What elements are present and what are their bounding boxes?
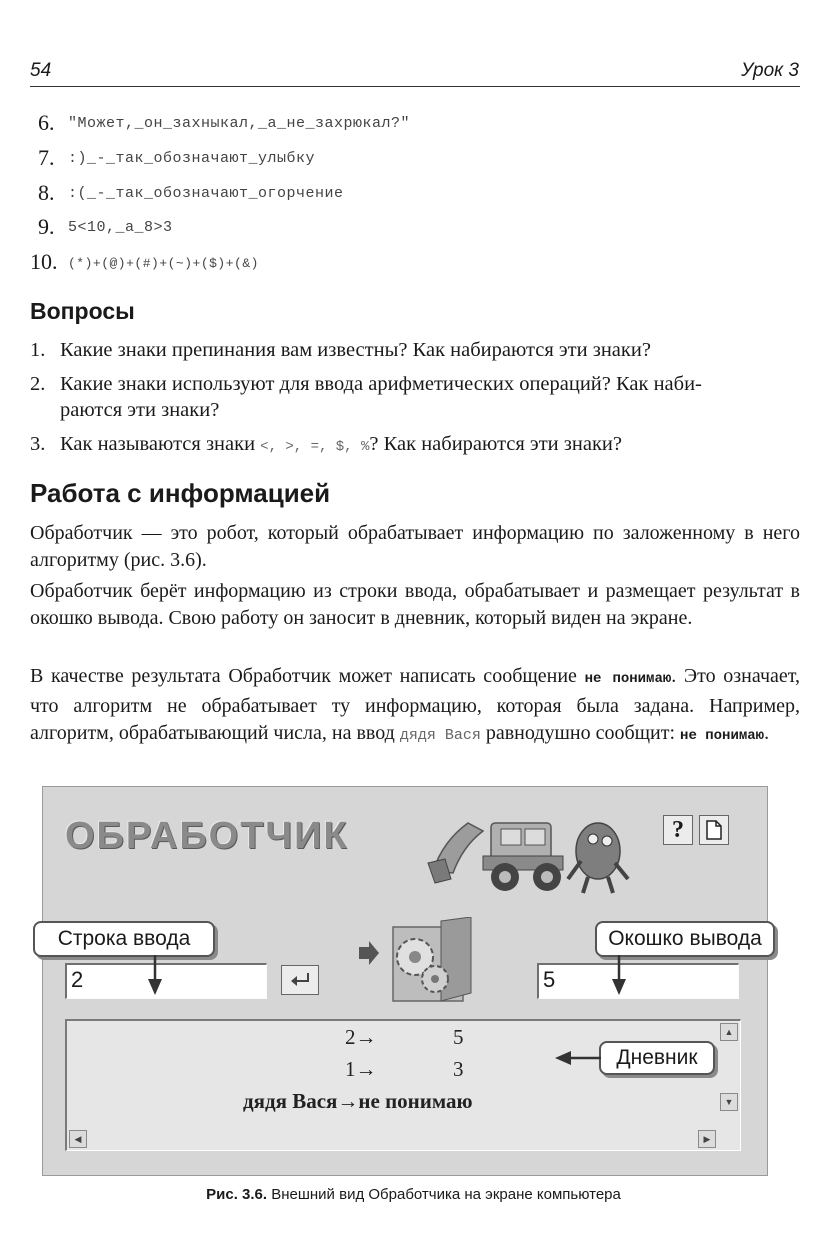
diary-callout: Дневник: [599, 1041, 715, 1075]
diary-last-entry: дядя Вася→не понимаю: [243, 1089, 473, 1113]
help-button[interactable]: ?: [663, 815, 693, 845]
code-inline: дядя Вася: [399, 727, 481, 744]
diary-input: 1→: [345, 1057, 377, 1081]
output-callout: Окошко вывода: [595, 921, 775, 957]
question-text-cont: раются эти знаки?: [60, 399, 220, 421]
scroll-up-button[interactable]: ▲: [720, 1023, 738, 1041]
figure-caption: Рис. 3.6. Внешний вид Обработчика на экране компьютера: [206, 1186, 621, 1203]
exercise-number: 6.: [38, 110, 55, 135]
processor-window: [42, 786, 768, 1176]
diary-pointer-arrow: [555, 1049, 601, 1067]
question-text: Какие знаки препинания вам известны? Как набираются эти знаки?: [60, 339, 651, 361]
exercise-text: "Может,_он_захныкал,_а_не_захрюкал?": [68, 115, 411, 132]
question-number: 3.: [30, 433, 46, 455]
document-icon: [706, 820, 722, 840]
scroll-down-button[interactable]: ▼: [720, 1093, 738, 1111]
new-document-button[interactable]: [699, 815, 729, 845]
diary-log[interactable]: [65, 1019, 741, 1151]
section-heading: Работа с информацией: [30, 478, 331, 508]
enter-icon: [289, 972, 311, 988]
output-pointer-arrow: [611, 955, 627, 997]
scroll-right-button[interactable]: ▶: [698, 1130, 716, 1148]
exercise-number: 7.: [38, 145, 55, 170]
question-text: Как называются знаки <, >, =, $, %? Как набираются эти знаки?: [60, 433, 622, 455]
output-field: 5: [537, 963, 739, 999]
exercise-number: 10.: [30, 249, 58, 274]
question-text: Какие знаки используют для ввода арифметических операций? Как наби-: [60, 373, 702, 395]
exercise-text: :(_-_так_обозначают_огорчение: [68, 185, 344, 202]
question-number: 1.: [30, 339, 46, 361]
page-number: 54: [30, 60, 52, 81]
code-inline: не понимаю: [584, 671, 672, 687]
paragraph: Обработчик берёт информацию из строки ввода, обрабатывает и размещает результат в окошко вывода. Свою работу он заносит в дневник, который виден на экране.: [30, 580, 800, 629]
excavator-robot-illustration: [423, 801, 633, 901]
input-callout: Строка ввода: [33, 921, 215, 957]
exercise-text: (*)+(@)+(#)+(~)+($)+(&): [68, 256, 259, 271]
paragraph: В качестве результата Обработчик может написать сообщение не понимаю. Это означает, что алгоритм не обрабатывает ту информацию, которая была задана. Например, алгоритм, обрабатывающий числа, на ввод дядя Вася равнодушно сообщит: не понимаю.: [30, 665, 800, 744]
exercise-number: 9.: [38, 214, 55, 239]
input-field[interactable]: 2: [65, 963, 267, 999]
diary-output: 5: [453, 1025, 464, 1049]
input-pointer-arrow: [147, 955, 163, 997]
questions-heading: Вопросы: [30, 298, 135, 324]
paragraph: Обработчик — это робот, который обрабатывает информацию по заложенному в него алгоритму (рис. 3.6).: [30, 522, 800, 571]
exercise-number: 8.: [38, 180, 55, 205]
diary-output: 3: [453, 1057, 464, 1081]
chapter-label: Урок 3: [741, 60, 799, 81]
gear-machine-icon: [353, 917, 483, 1007]
question-number: 2.: [30, 373, 46, 395]
exercise-text: 5<10,_а_8>3: [68, 219, 173, 236]
enter-button[interactable]: [281, 965, 319, 995]
signs-code: <, >, =, $, %: [260, 439, 370, 455]
diary-input: 2→: [345, 1025, 377, 1049]
exercise-text: :)_-_так_обозначают_улыбку: [68, 150, 316, 167]
code-inline: не понимаю: [680, 728, 765, 744]
scroll-left-button[interactable]: ◀: [69, 1130, 87, 1148]
header-rule: [30, 86, 800, 87]
app-title: ОБРАБОТЧИК: [65, 815, 349, 857]
